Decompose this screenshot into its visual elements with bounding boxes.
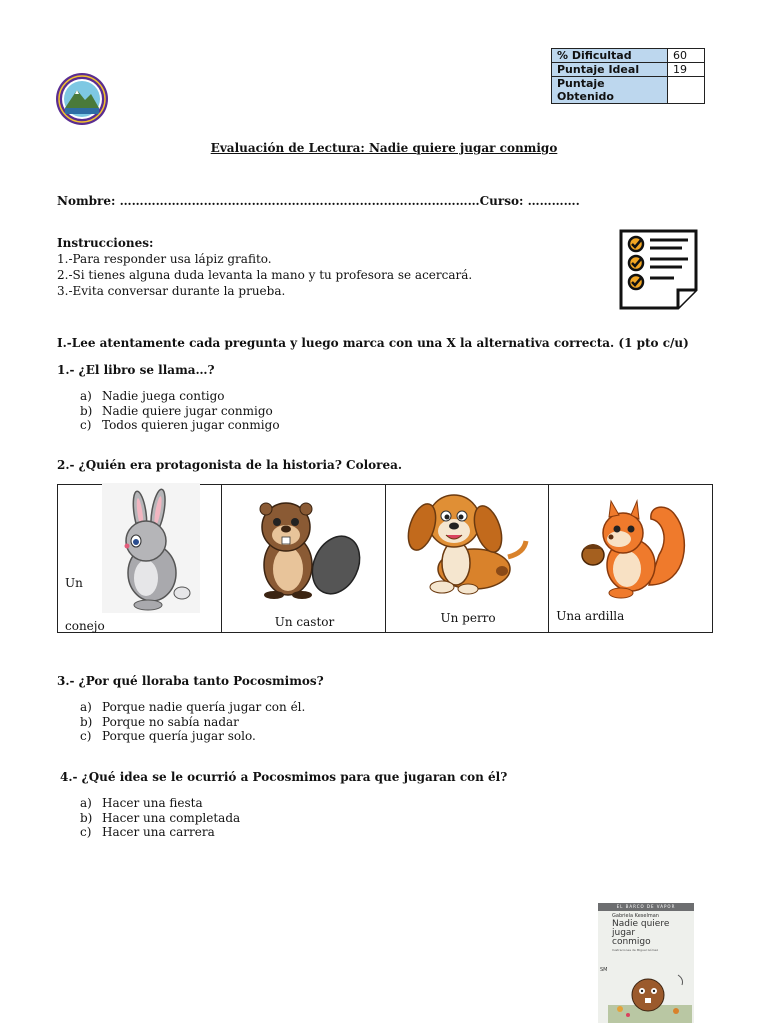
- question-4-options: [80, 796, 240, 840]
- option-letter: a): [80, 389, 92, 403]
- question-4: 4.- ¿Qué idea se le ocurrió a Pocosmimos para que jugaran con él?: [60, 770, 508, 784]
- page-title: Evaluación de Lectura: Nadie quiere jugar conmigo: [210, 141, 558, 155]
- option-text: Hacer una fiesta: [102, 796, 203, 810]
- option-text: Todos quieren jugar conmigo: [102, 418, 280, 432]
- option-c[interactable]: [80, 418, 280, 433]
- score-row-puntaje-obtenido: [552, 77, 705, 104]
- instructions-heading: Instrucciones:: [57, 236, 154, 250]
- instruction-item: 1.-Para responder usa lápiz grafito.: [57, 252, 272, 266]
- option-b[interactable]: [80, 811, 240, 826]
- score-row-puntaje-ideal: [552, 63, 705, 77]
- question-3: 3.- ¿Por qué lloraba tanto Pocosmimos?: [57, 674, 324, 688]
- rabbit-image: [102, 483, 200, 613]
- question-1-options: [80, 389, 280, 433]
- checklist-icon: [618, 228, 700, 310]
- score-label: Puntaje Ideal: [552, 63, 668, 77]
- beaver-cover-illustration: [608, 965, 692, 1023]
- dog-image: [402, 483, 532, 597]
- squirrel-image: [579, 495, 689, 599]
- option-letter: c): [80, 418, 92, 432]
- section-heading: I.-Lee atentamente cada pregunta y luego marca con una X la alternativa correcta. (1 pto c/u): [57, 336, 689, 350]
- option-letter: b): [80, 810, 93, 825]
- option-a[interactable]: [80, 700, 305, 715]
- book-illustrator: Ilustraciones de Miguel Gómez: [612, 948, 659, 952]
- score-value-input[interactable]: [668, 77, 705, 104]
- option-letter: a): [80, 700, 92, 714]
- score-table: [551, 48, 705, 104]
- instruction-item: 3.-Evita conversar durante la prueba.: [57, 284, 286, 298]
- animal-caption: Un perro: [440, 611, 496, 625]
- question-3-options: [80, 700, 305, 744]
- score-row-dificultad: [552, 49, 705, 63]
- name-course-line[interactable]: Nombre: ………………………………………………………………………………Curso: ………….: [57, 194, 580, 208]
- score-label: % Dificultad: [552, 49, 668, 63]
- option-text: Nadie juega contigo: [102, 389, 225, 403]
- score-value: 19: [668, 63, 705, 77]
- animal-cell-rabbit[interactable]: [58, 485, 221, 632]
- option-text: Hacer una carrera: [102, 825, 215, 839]
- option-a[interactable]: [80, 796, 240, 811]
- option-b[interactable]: [80, 715, 305, 730]
- option-text: Porque nadie quería jugar con él.: [102, 700, 306, 714]
- option-letter: c): [80, 825, 92, 839]
- option-a[interactable]: [80, 389, 280, 404]
- animal-cell-beaver[interactable]: [221, 485, 385, 632]
- option-c[interactable]: [80, 825, 240, 840]
- book-cover-image: [598, 903, 694, 1023]
- score-label: Puntaje Obtenido: [552, 77, 668, 104]
- option-letter: b): [80, 403, 93, 418]
- option-b[interactable]: [80, 404, 280, 419]
- beaver-image: [244, 497, 362, 601]
- book-title: Nadie quiere jugar conmigo: [612, 919, 670, 947]
- book-publisher: SM: [600, 967, 608, 973]
- animal-caption: conejo: [65, 619, 105, 633]
- animal-cell-squirrel[interactable]: [548, 485, 712, 632]
- question-2: 2.- ¿Quién era protagonista de la historia? Colorea.: [57, 458, 403, 472]
- book-series: EL BARCO DE VAPOR: [616, 904, 676, 909]
- option-text: Nadie quiere jugar conmigo: [102, 403, 273, 418]
- animal-caption: Una ardilla: [556, 609, 625, 623]
- option-letter: b): [80, 714, 93, 729]
- option-text: Porque quería jugar solo.: [102, 729, 256, 743]
- instruction-item: 2.-Si tienes alguna duda levanta la mano y tu profesora se acercará.: [57, 268, 473, 282]
- school-logo: [55, 72, 109, 126]
- animal-caption: Un: [65, 576, 83, 590]
- book-author: Gabriela Keselman: [612, 913, 659, 919]
- option-c[interactable]: [80, 729, 305, 744]
- question-1: 1.- ¿El libro se llama…?: [57, 363, 215, 377]
- book-series-band: [598, 903, 694, 911]
- animal-caption: Un castor: [274, 615, 335, 629]
- score-value: 60: [668, 49, 705, 63]
- animal-cell-dog[interactable]: [385, 485, 549, 632]
- option-text: Hacer una completada: [102, 810, 241, 825]
- animal-grid: [57, 484, 713, 633]
- instructions-block: [57, 235, 472, 299]
- option-letter: c): [80, 729, 92, 743]
- option-text: Porque no sabía nadar: [102, 714, 239, 729]
- option-letter: a): [80, 796, 92, 810]
